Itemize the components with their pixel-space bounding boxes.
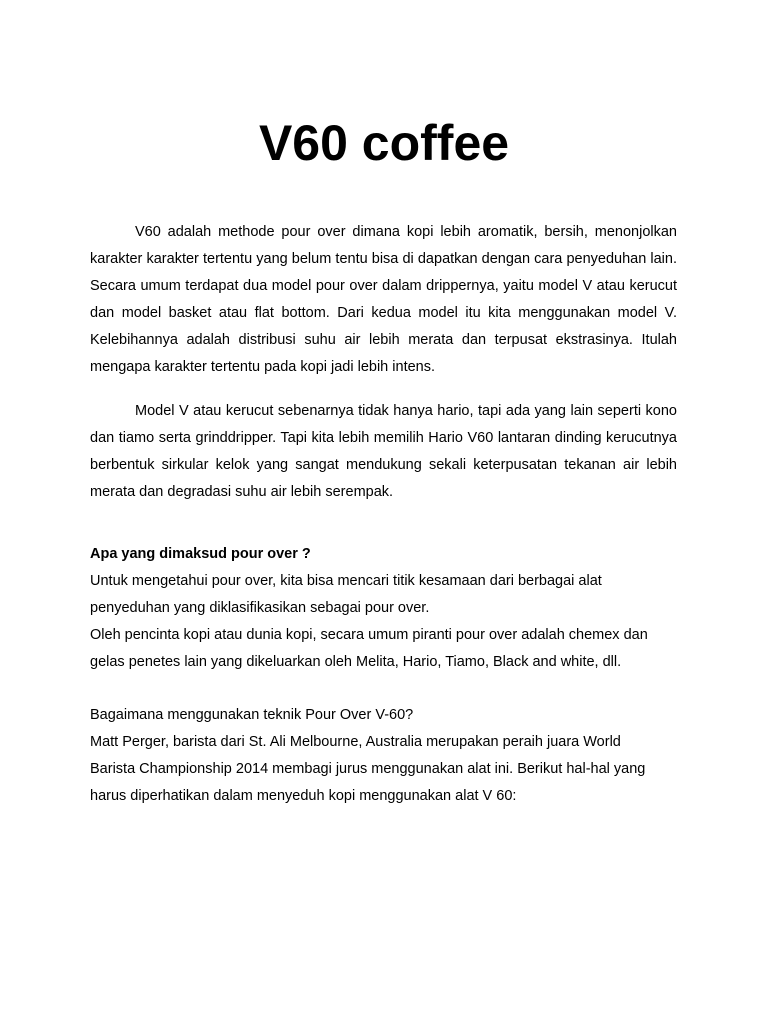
section-line: harus diperhatikan dalam menyeduh kopi menggunakan alat V 60: <box>90 788 517 804</box>
section-line: gelas penetes lain yang dikeluarkan oleh Melita, Hario, Tiamo, Black and white, dll. <box>90 654 622 670</box>
document-title: V60 coffee <box>258 115 510 171</box>
intro-paragraph: V60 adalah methode pour over dimana kopi lebih aromatik, bersih, menonjolkan karakter karakter tertentu yang belum tentu bisa di dapatkan dengan cara penyeduhan lain. Secara umum terdapat dua model pour over dalam drippernya, yaitu model V atau kerucut dan model basket atau flat bottom. Dari kedua model itu kita menggunakan model V. Kelebihannya adalah distribusi suhu air lebih merata dan terpusat ekstrasinya. Itulah mengapa karakter tertentu pada kopi jadi lebih intens. <box>90 224 677 375</box>
section-heading: Bagaimana menggunakan teknik Pour Over V-60? <box>90 707 414 723</box>
model-paragraph: Model V atau kerucut sebenarnya tidak hanya hario, tapi ada yang lain seperti kono dan tiamo serta grinddripper. Tapi kita lebih memilih Hario V60 lantaran dinding kerucutnya berbentuk sirkular kelok yang sangat mendukung sekali keterpusatan tekanan air lebih merata dan degradasi suhu air lebih serempak. <box>90 403 677 500</box>
section-line: Oleh pencinta kopi atau dunia kopi, secara umum piranti pour over adalah chemex dan <box>90 627 648 643</box>
pour-over-section <box>90 541 690 676</box>
section-line: Untuk mengetahui pour over, kita bisa mencari titik kesamaan dari berbagai alat <box>90 573 602 589</box>
section-heading: Apa yang dimaksud pour over ? <box>90 546 311 562</box>
section-line: Matt Perger, barista dari St. Ali Melbourne, Australia merupakan peraih juara World <box>90 734 621 750</box>
section-line: penyeduhan yang diklasifikasikan sebagai pour over. <box>90 600 430 616</box>
section-line: Barista Championship 2014 membagi jurus menggunakan alat ini. Berikut hal-hal yang <box>90 761 646 777</box>
technique-section <box>90 702 690 810</box>
